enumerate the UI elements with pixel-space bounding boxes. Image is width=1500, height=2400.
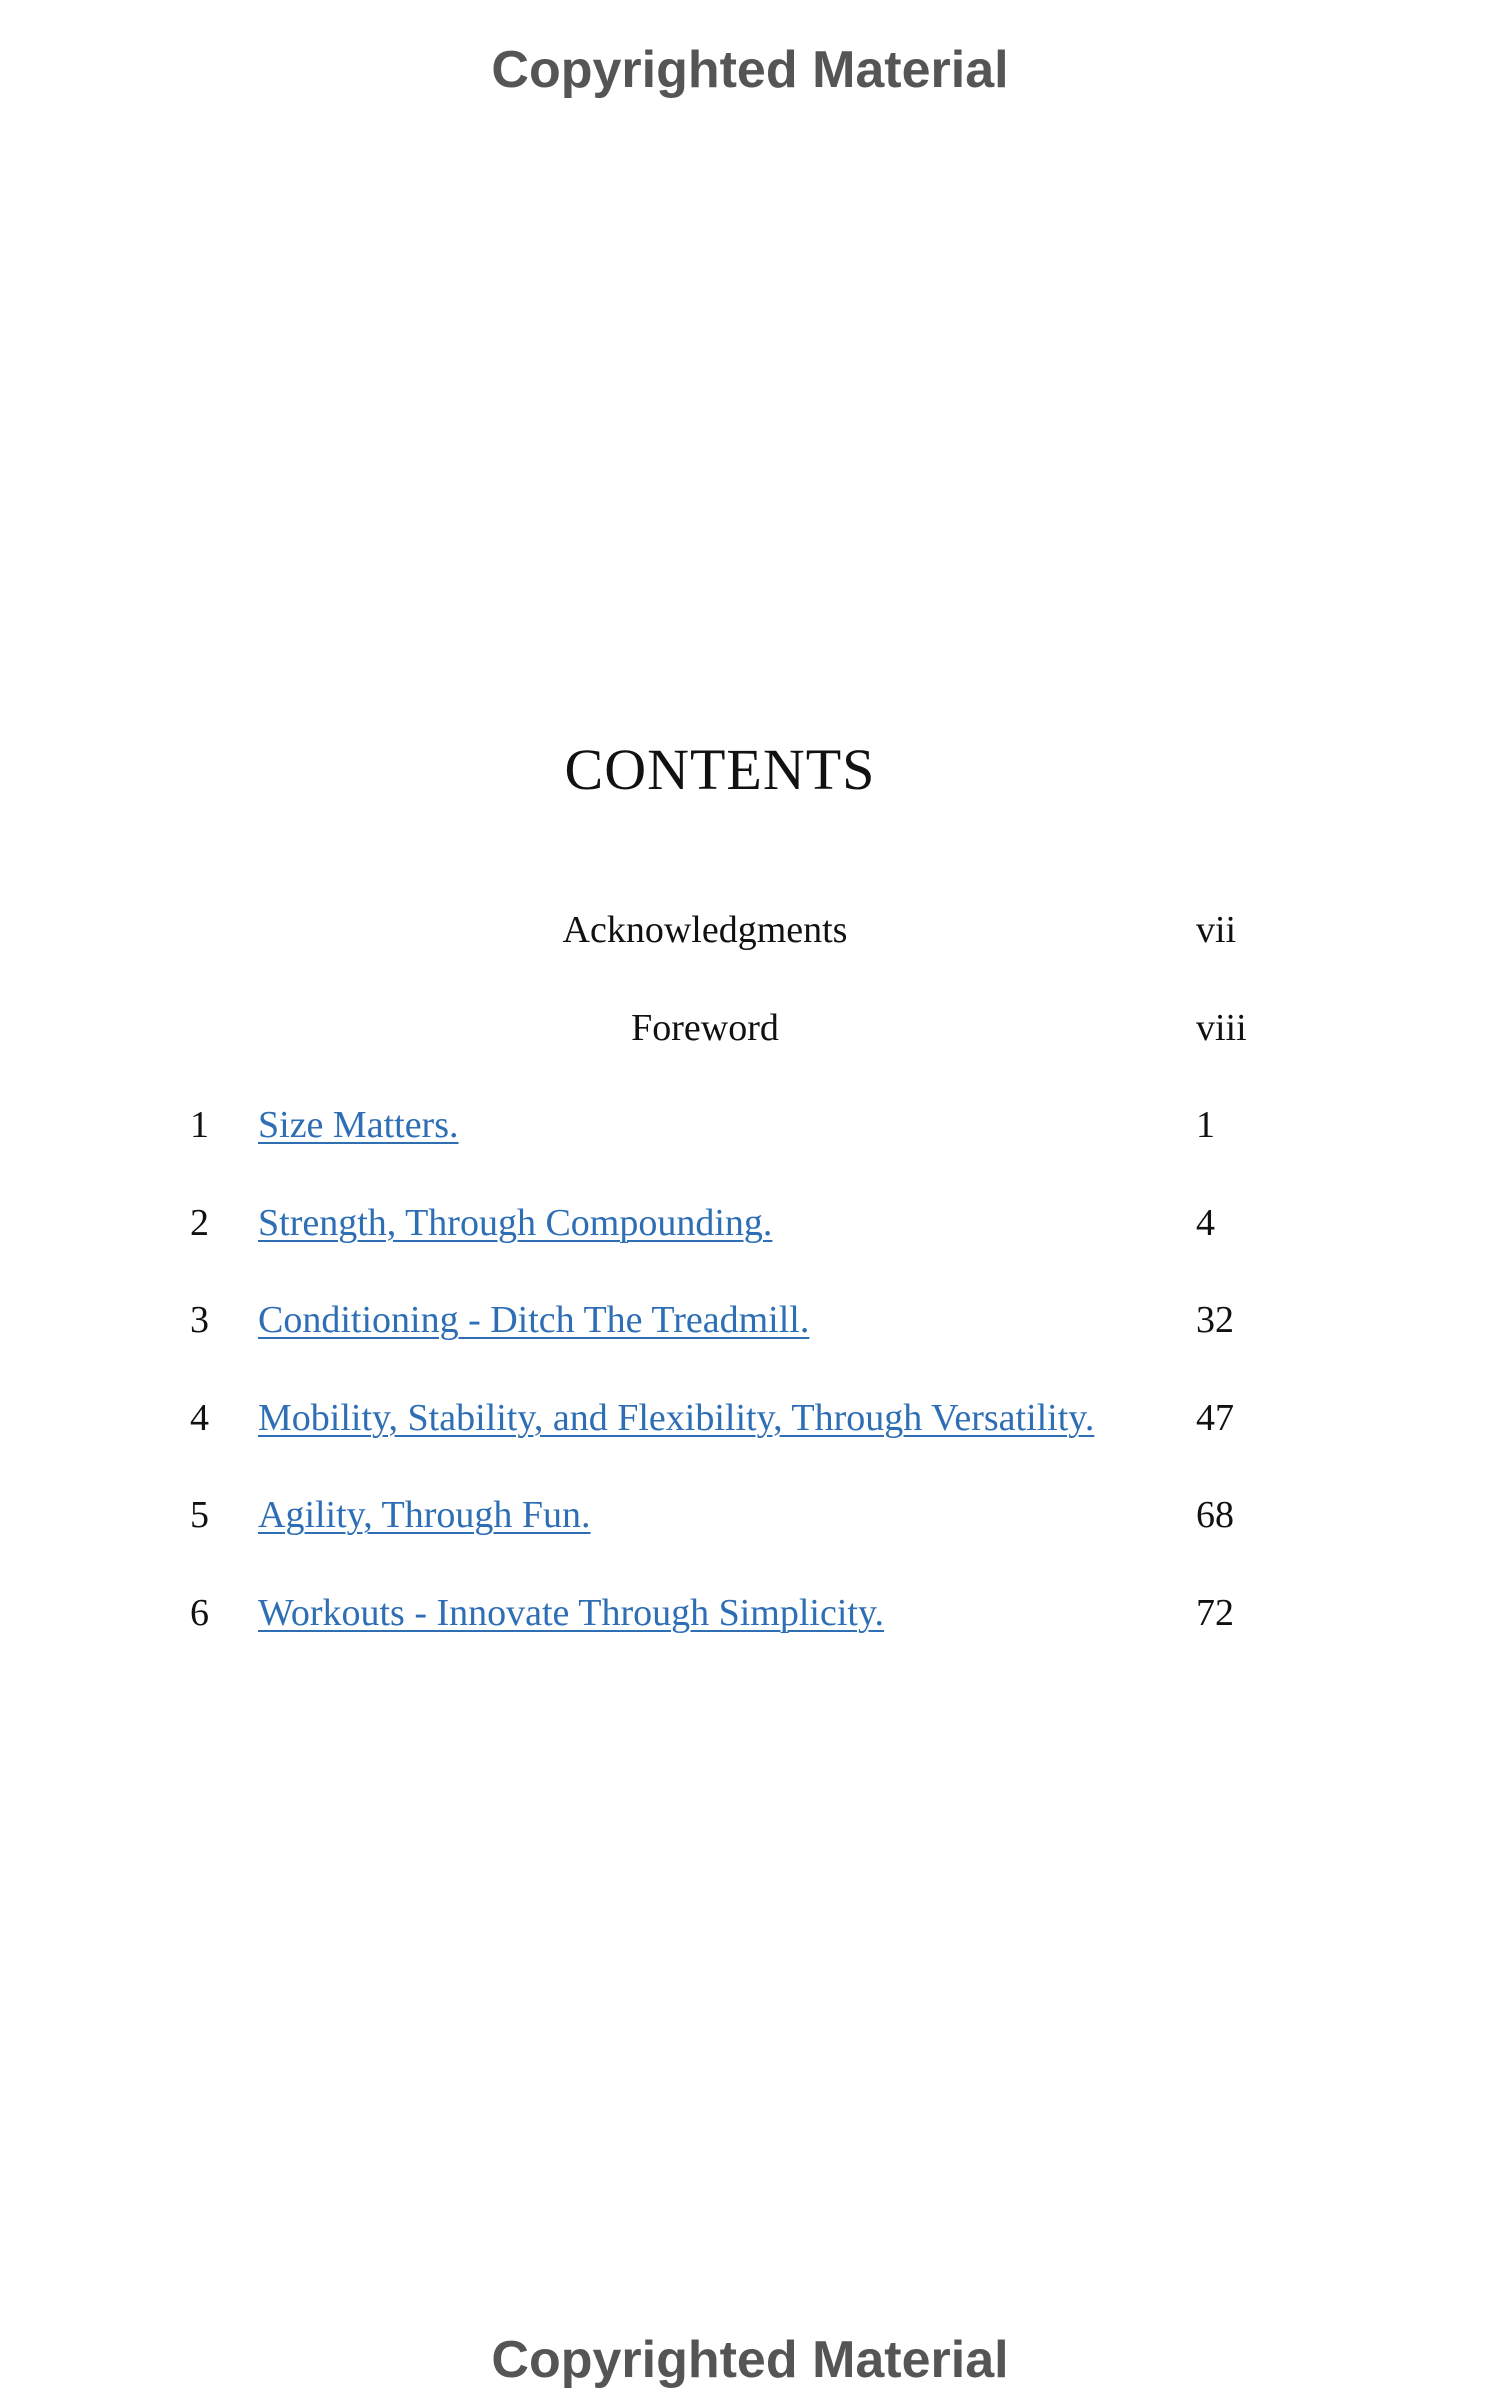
toc-entry-chapter-3 (0, 1290, 1500, 1388)
toc-entry-chapter-6 (0, 1583, 1500, 1681)
toc-entry-label: Acknowledgments (562, 909, 848, 951)
chapter-number: 5 (190, 1494, 209, 1536)
chapter-link[interactable]: Size Matters. (258, 1104, 459, 1146)
table-of-contents (0, 900, 1500, 1680)
chapter-link[interactable]: Workouts - Innovate Through Simplicity. (258, 1591, 884, 1634)
toc-entry-page: 72 (1196, 1591, 1234, 1634)
toc-entry-page: 47 (1196, 1396, 1234, 1439)
chapter-link[interactable]: Mobility, Stability, and Flexibility, Through Versatility. (258, 1396, 1095, 1439)
toc-entry-chapter-4 (0, 1388, 1500, 1486)
toc-entry-label: Foreword (631, 1006, 779, 1049)
toc-entry-foreword (0, 998, 1500, 1096)
chapter-number: 4 (190, 1396, 209, 1439)
toc-entry-page: 32 (1196, 1299, 1234, 1341)
chapter-link[interactable]: Agility, Through Fun. (258, 1494, 591, 1536)
toc-entry-page: 68 (1196, 1494, 1234, 1536)
toc-entry-chapter-1 (0, 1095, 1500, 1193)
chapter-link[interactable]: Strength, Through Compounding. (258, 1201, 773, 1244)
watermark-bottom: Copyrighted Material (491, 2331, 1009, 2389)
chapter-number: 1 (190, 1104, 209, 1146)
chapter-number: 6 (190, 1591, 209, 1634)
page-title: CONTENTS (564, 737, 876, 802)
toc-entry-page: 1 (1196, 1104, 1215, 1146)
toc-entry-page: viii (1196, 1006, 1247, 1049)
chapter-number: 2 (190, 1201, 209, 1244)
toc-entry-page: vii (1196, 909, 1237, 951)
chapter-link[interactable]: Conditioning - Ditch The Treadmill. (258, 1299, 810, 1341)
toc-entry-page: 4 (1196, 1201, 1215, 1244)
chapter-number: 3 (190, 1299, 209, 1341)
watermark-top: Copyrighted Material (491, 41, 1009, 99)
toc-entry-acknowledgments (0, 900, 1500, 998)
toc-entry-chapter-5 (0, 1485, 1500, 1583)
toc-entry-chapter-2 (0, 1193, 1500, 1291)
